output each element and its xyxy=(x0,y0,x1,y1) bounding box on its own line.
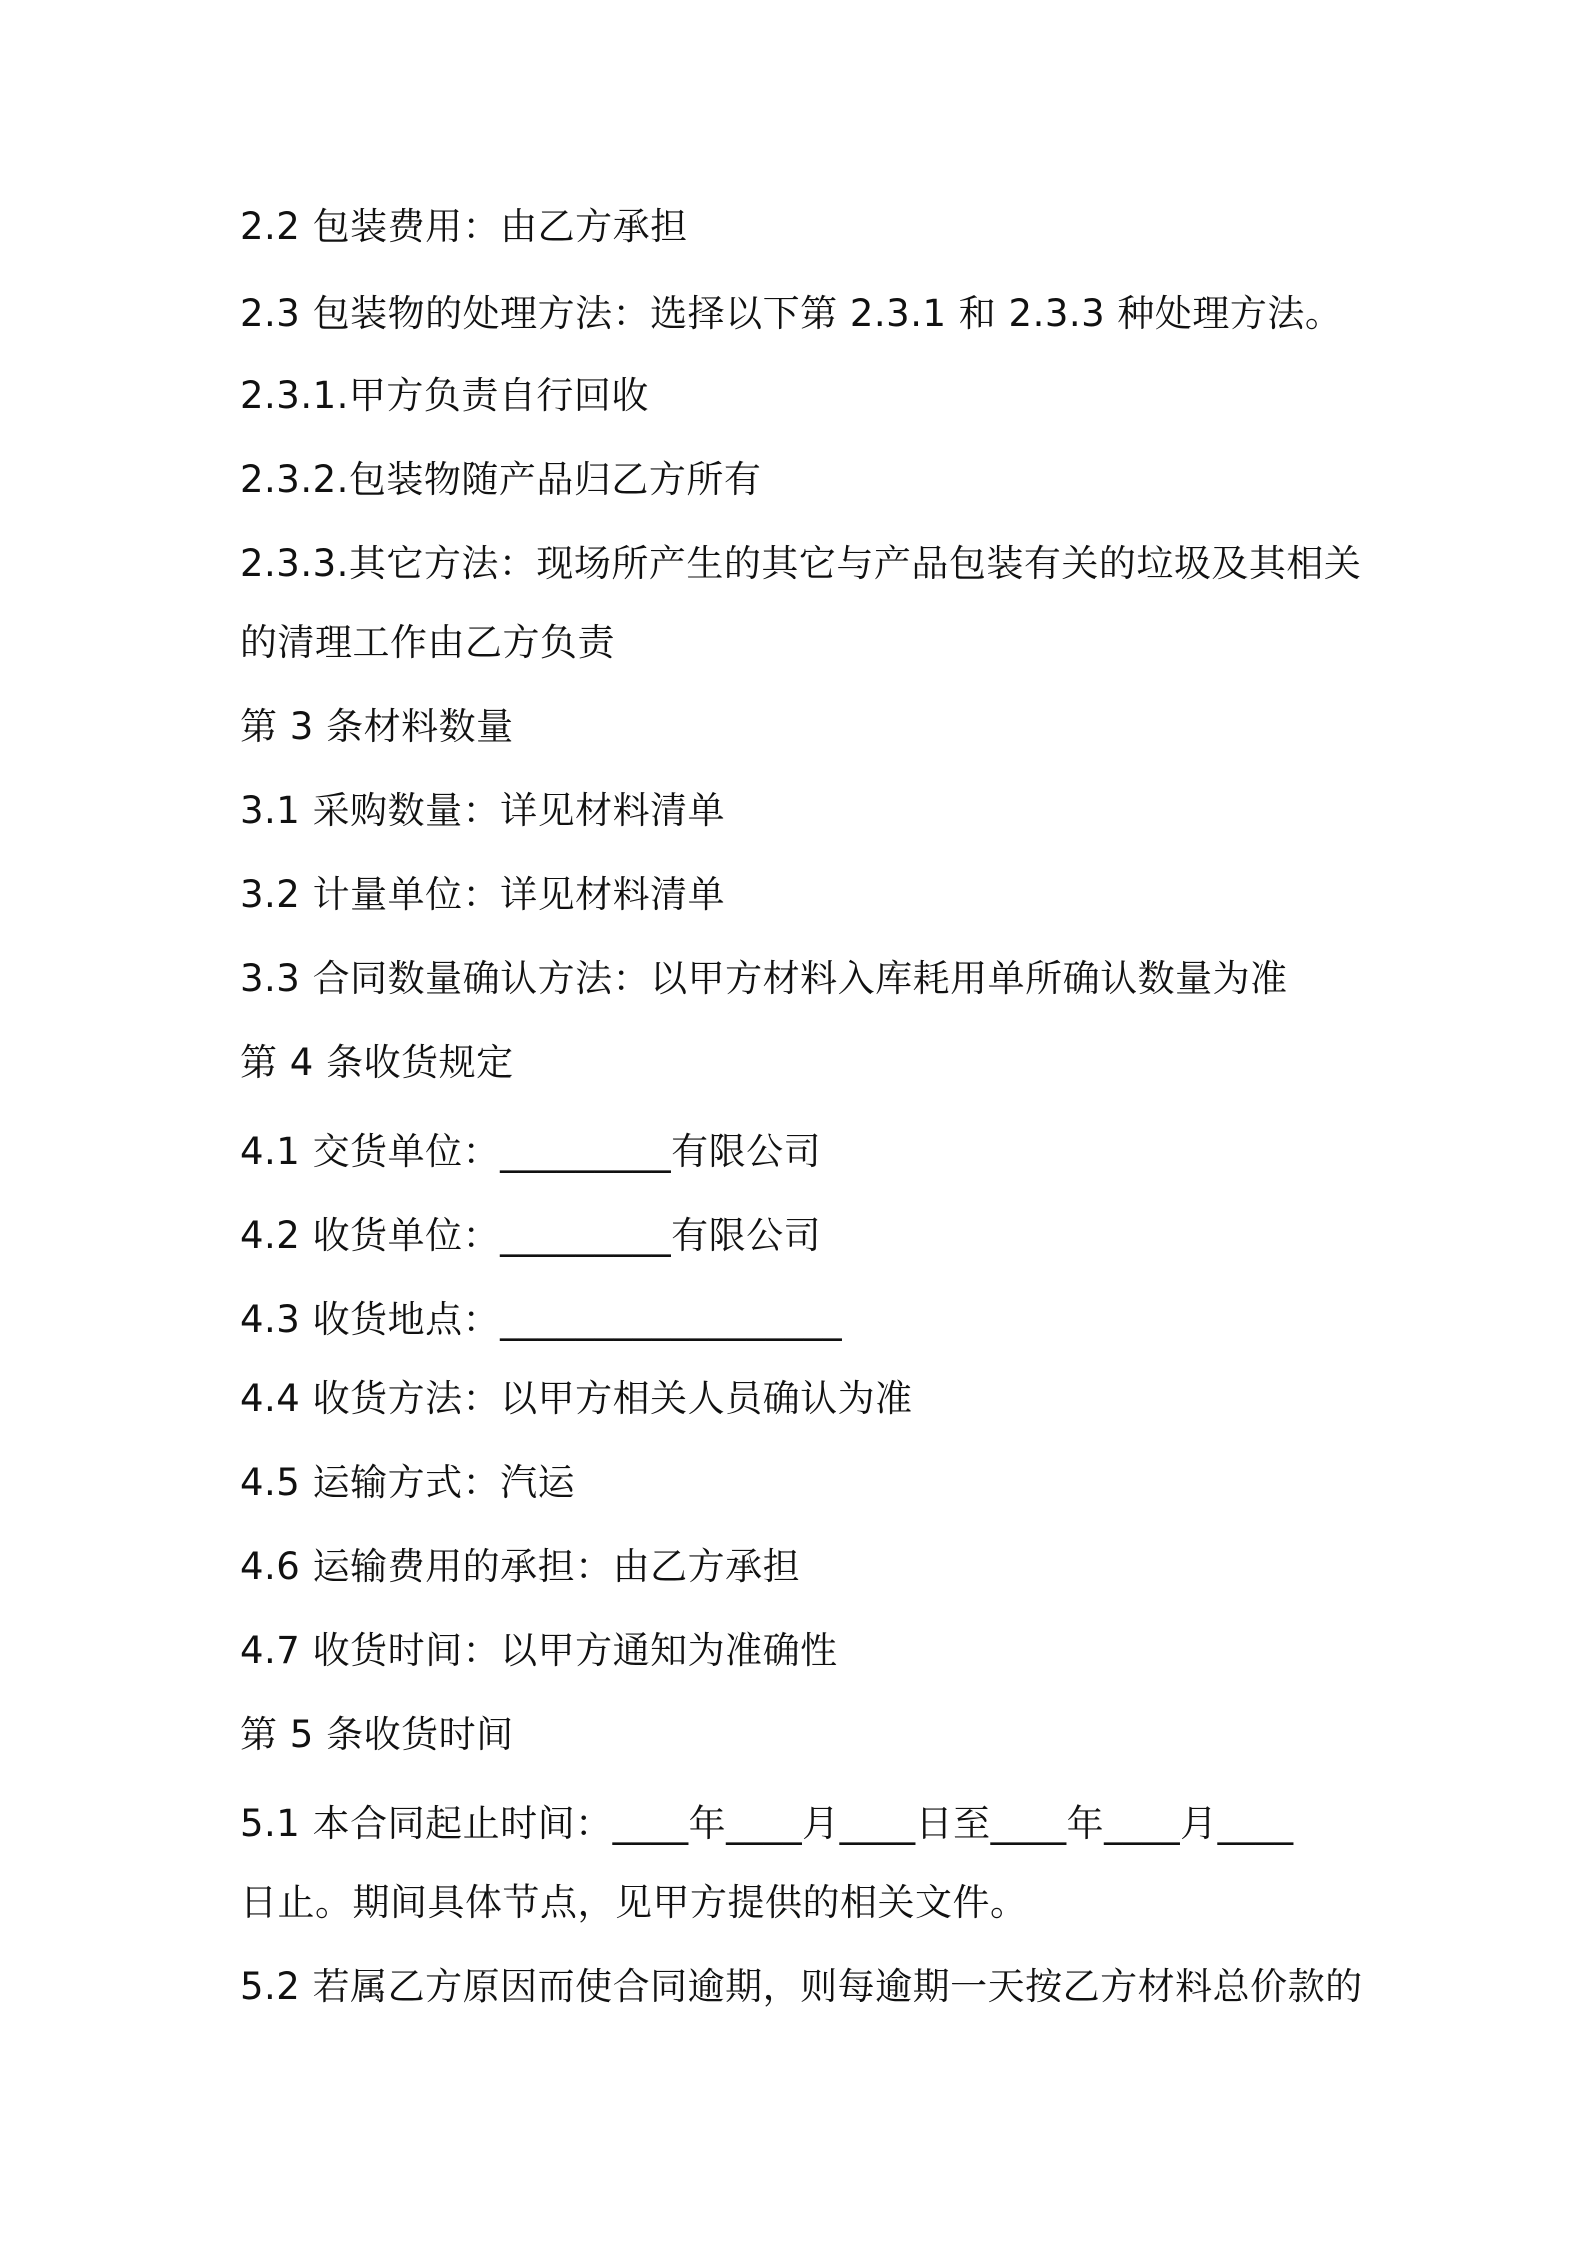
clause-2-3: 2.3 包装物的处理方法：选择以下第 2.3.1 和 2.3.3 种处理方法。 xyxy=(240,292,1343,335)
clause-5-1-continued: 日止。期间具体节点，见甲方提供的相关文件。 xyxy=(240,1881,1028,1924)
clause-4-4: 4.4 收货方法：以甲方相关人员确认为准 xyxy=(240,1377,913,1420)
article-3-heading: 第 3 条材料数量 xyxy=(240,705,514,748)
clause-5-1: 5.1 本合同起止时间：____年____月____日至____年____月____ xyxy=(240,1802,1294,1845)
clause-2-2: 2.2 包装费用：由乙方承担 xyxy=(240,205,688,248)
clause-4-7: 4.7 收货时间：以甲方通知为准确性 xyxy=(240,1629,838,1672)
article-4-heading: 第 4 条收货规定 xyxy=(240,1041,514,1084)
clause-4-6: 4.6 运输费用的承担：由乙方承担 xyxy=(240,1545,801,1588)
clause-2-3-1: 2.3.1.甲方负责自行回收 xyxy=(240,374,649,417)
clause-2-3-3: 2.3.3.其它方法：现场所产生的其它与产品包装有关的垃圾及其相关 xyxy=(240,542,1362,585)
clause-4-5: 4.5 运输方式：汽运 xyxy=(240,1461,576,1504)
clause-5-2: 5.2 若属乙方原因而使合同逾期，则每逾期一天按乙方材料总价款的 xyxy=(240,1965,1363,2008)
clause-4-2: 4.2 收货单位：_________有限公司 xyxy=(240,1214,822,1257)
clause-2-3-3-continued: 的清理工作由乙方负责 xyxy=(240,621,615,664)
clause-3-3: 3.3 合同数量确认方法：以甲方材料入库耗用单所确认数量为准 xyxy=(240,957,1288,1000)
clause-2-3-2: 2.3.2.包装物随产品归乙方所有 xyxy=(240,458,762,501)
clause-4-3: 4.3 收货地点：__________________ xyxy=(240,1298,843,1341)
clause-3-2: 3.2 计量单位：详见材料清单 xyxy=(240,873,726,916)
clause-3-1: 3.1 采购数量：详见材料清单 xyxy=(240,789,726,832)
clause-4-1: 4.1 交货单位：_________有限公司 xyxy=(240,1130,822,1173)
article-5-heading: 第 5 条收货时间 xyxy=(240,1713,514,1756)
